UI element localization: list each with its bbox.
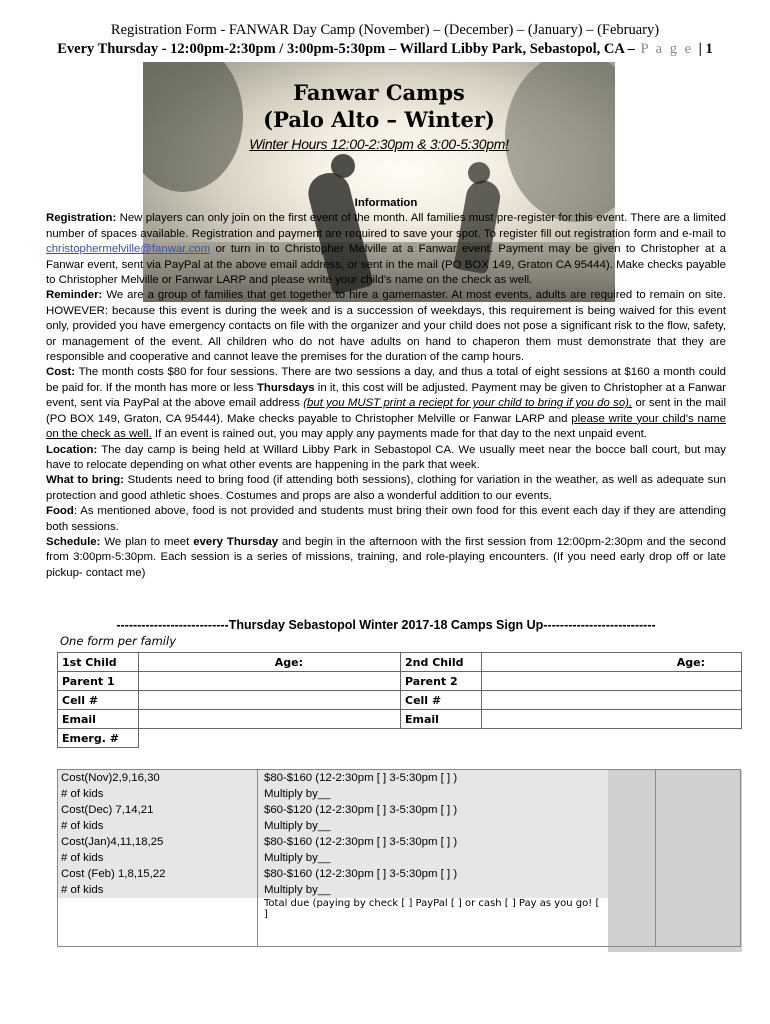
cost-receipt-note: (but you MUST print a reciept for your child to bring if you do so), — [303, 397, 633, 410]
age1-label: Age: — [139, 653, 308, 672]
cost-label-cell: # of kids — [57, 850, 260, 866]
table-row — [57, 770, 742, 786]
parent1-label: Parent 1 — [58, 672, 139, 691]
cost-amount-cell[interactable] — [608, 866, 742, 882]
schedule-every: every Thursday — [193, 535, 279, 548]
cost-value-cell: Multiply by__ — [260, 818, 608, 834]
table-row — [57, 802, 742, 818]
cost-text: The month costs $80 for four sessions. There are two sessions a day, and thus a total of eight sessions at $160 a month could be paid for. If the month has more or less — [46, 366, 726, 394]
blank-cell — [260, 920, 608, 952]
one-form-note: One form per family — [60, 634, 176, 648]
table-row — [58, 691, 742, 710]
location-label: Location: — [46, 443, 98, 456]
bring-label: What to bring: — [46, 474, 125, 487]
cost-text-2: in it, this cost will be adjusted. Payment may be given to Christopher at a Fanwar event, sent via PayPal at the above email address — [46, 381, 726, 410]
header-schedule: Every Thursday - 12:00pm-2:30pm / 3:00pm-5:30pm – Willard Libby Park, Sebastopol, CA – — [57, 41, 635, 57]
child2-label: 2nd Child — [401, 653, 482, 672]
table-row — [58, 710, 742, 729]
registration-text: New players can only join on the first event of the month. All families must pre-register for this event. There are a limited number of spaces available. Registration and payment are required to save your spot. To register fill out registration form and e-mail to — [46, 212, 726, 240]
registration-label: Registration: — [46, 212, 117, 225]
table-row — [57, 834, 742, 850]
table-row — [57, 882, 742, 898]
location-paragraph — [46, 443, 726, 474]
cost-label-cell: # of kids — [57, 818, 260, 834]
blank-cell — [608, 920, 742, 952]
cost-amount-cell[interactable] — [608, 850, 742, 866]
total-label-spacer — [57, 898, 260, 920]
page-label: P a g e — [634, 41, 699, 57]
cost-value-cell: $80-$160 (12-2:30pm [ ] 3-5:30pm [ ] ) — [260, 834, 608, 850]
child1-age-field[interactable] — [307, 653, 401, 672]
schedule-text: We plan to meet — [100, 535, 194, 548]
table-row — [58, 729, 742, 748]
age2-label: Age: — [482, 653, 742, 672]
cell2-field[interactable] — [482, 691, 742, 710]
blank-cell — [57, 920, 260, 952]
emerg-field[interactable] — [139, 729, 742, 748]
table-row — [57, 818, 742, 834]
cost-amount-cell[interactable] — [608, 834, 742, 850]
cost-text-4: If an event is rained out, you may apply any payments made for that day to the next unpaid event. — [151, 428, 647, 441]
cost-value-cell: Multiply by__ — [260, 850, 608, 866]
food-label: Food — [46, 505, 74, 518]
cost-label-cell: Cost (Feb) 1,8,15,22 — [57, 866, 260, 882]
cost-amount-cell[interactable] — [608, 802, 742, 818]
header-line-2 — [0, 41, 770, 58]
email-link[interactable]: christophermelville@fanwar.com — [46, 243, 211, 256]
schedule-text-2: and begin in the afternoon with the first session from 12:00pm-2:30pm and the second from 3:00pm-5:30pm. Each session is a series of missions, training, and role-playing encounters. (If you need early drop off or late pickup- contact me) — [46, 535, 726, 579]
child1-label: 1st Child — [58, 653, 139, 672]
cost-value-cell: Multiply by__ — [260, 882, 608, 898]
cost-table-divider — [257, 769, 258, 947]
email1-field[interactable] — [139, 710, 401, 729]
reminder-text: We are a group of families that get together to hire a gamemaster. At most events, adults are required to remain on site. HOWEVER: because this event is during the week and is a succession of weekdays, this requirement is being waived for this event only, provided you have emergency contacts on file with the organizer and your child does not pose a significant risk to the flow, safety, or management of the event. All children who do not have adults on hand to chaperon them must demonstrate that they are responsible and cooperative and cannot leave the premises for the duration of the camp hours. — [46, 289, 726, 364]
cost-thursdays: Thursdays — [256, 381, 315, 394]
cost-value-cell: $80-$160 (12-2:30pm [ ] 3-5:30pm [ ] ) — [260, 770, 608, 786]
food-paragraph — [46, 504, 726, 535]
reminder-paragraph — [46, 288, 726, 365]
cost-text-3: or sent in the mail (PO BOX 149, Graton, CA 95444). Make checks payable to Christopher Melville or Fanwar LARP and — [46, 397, 726, 425]
page-number: | 1 — [698, 41, 713, 57]
parent1-field[interactable] — [139, 672, 401, 691]
table-row — [57, 786, 742, 802]
total-due-label: Total due (paying by check [ ] PayPal [ ] or cash [ ] Pay as you go! [ ] — [264, 898, 600, 920]
registration-form-table — [57, 652, 742, 748]
cell1-label: Cell # — [58, 691, 139, 710]
information-heading: Information — [354, 197, 418, 209]
cell1-field[interactable] — [139, 691, 401, 710]
information-section — [46, 196, 726, 581]
cost-paragraph — [46, 365, 726, 442]
emerg-label: Emerg. # — [58, 729, 139, 748]
schedule-paragraph — [46, 535, 726, 581]
header-line-1: Registration Form - FANWAR Day Camp (November) – (December) – (January) – (February) — [110, 22, 660, 38]
cost-table — [57, 770, 742, 952]
reminder-label: Reminder: — [46, 289, 103, 302]
cost-amount-cell[interactable] — [608, 818, 742, 834]
table-row — [57, 920, 742, 952]
registration-text-2: or turn in to Christopher Melville at a Fanwar event. Payment may be given to Christopher at a Fanwar event, sent via PayPal at the above email address, or sent in the mail (PO BOX 149, Graton CA 95444). Make checks payable to Christopher Melville or Fanwar LARP and please write your child's name on the check as well. — [46, 243, 726, 287]
cost-amount-cell[interactable] — [608, 786, 742, 802]
table-row — [57, 898, 742, 920]
schedule-label: Schedule: — [46, 535, 101, 548]
location-text: The day camp is being held at Willard Libby Park in Sebastopol CA. We usually meet near the bocce ball court, but may have to relocate depending on what other events are happening in the park that week. — [46, 443, 726, 471]
cost-label: Cost: — [46, 366, 76, 379]
table-row — [57, 866, 742, 882]
cost-label-cell: # of kids — [57, 882, 260, 898]
bring-paragraph — [46, 473, 726, 504]
table-row — [58, 672, 742, 691]
cost-label-cell: Cost(Jan)4,11,18,25 — [57, 834, 260, 850]
signup-title: ---------------------------Thursday Sebastopol Winter 2017-18 Camps Sign Up--------------------------- — [116, 618, 656, 632]
parent2-field[interactable] — [482, 672, 742, 691]
cost-amount-cell[interactable] — [608, 770, 742, 786]
food-text: : As mentioned above, food is not provided and students must bring their own food for this event each day if they are attending both sessions. — [46, 505, 726, 533]
email1-label: Email — [58, 710, 139, 729]
cost-name-note: please write your child's name on the check as well. — [46, 412, 726, 441]
registration-paragraph — [46, 211, 726, 288]
email2-field[interactable] — [482, 710, 742, 729]
cost-value-cell: Multiply by__ — [260, 786, 608, 802]
email2-label: Email — [401, 710, 482, 729]
cell2-label: Cell # — [401, 691, 482, 710]
hero-title: Fanwar Camps — [293, 80, 465, 105]
bring-text: Students need to bring food (if attending both sessions), clothing for variation in the weather, as well as adequate sun protection and good athletic shoes. Costumes and props are also a wonderful addition to our events. — [46, 474, 726, 502]
hero-hours: Winter Hours 12:00-2:30pm & 3:00-5:30pm! — [249, 136, 509, 152]
table-row — [57, 850, 742, 866]
cost-label-cell: Cost(Nov)2,9,16,30 — [57, 770, 260, 786]
total-amount-cell[interactable] — [608, 898, 742, 920]
cost-amount-cell[interactable] — [608, 882, 742, 898]
table-row — [58, 653, 742, 672]
parent2-label: Parent 2 — [401, 672, 482, 691]
cost-value-cell: $80-$160 (12-2:30pm [ ] 3-5:30pm [ ] ) — [260, 866, 608, 882]
cost-label-cell: Cost(Dec) 7,14,21 — [57, 802, 260, 818]
cost-table-divider — [655, 769, 656, 947]
cost-label-cell: # of kids — [57, 786, 260, 802]
cost-value-cell: $60-$120 (12-2:30pm [ ] 3-5:30pm [ ] ) — [260, 802, 608, 818]
hero-subtitle: (Palo Alto – Winter) — [263, 107, 495, 132]
